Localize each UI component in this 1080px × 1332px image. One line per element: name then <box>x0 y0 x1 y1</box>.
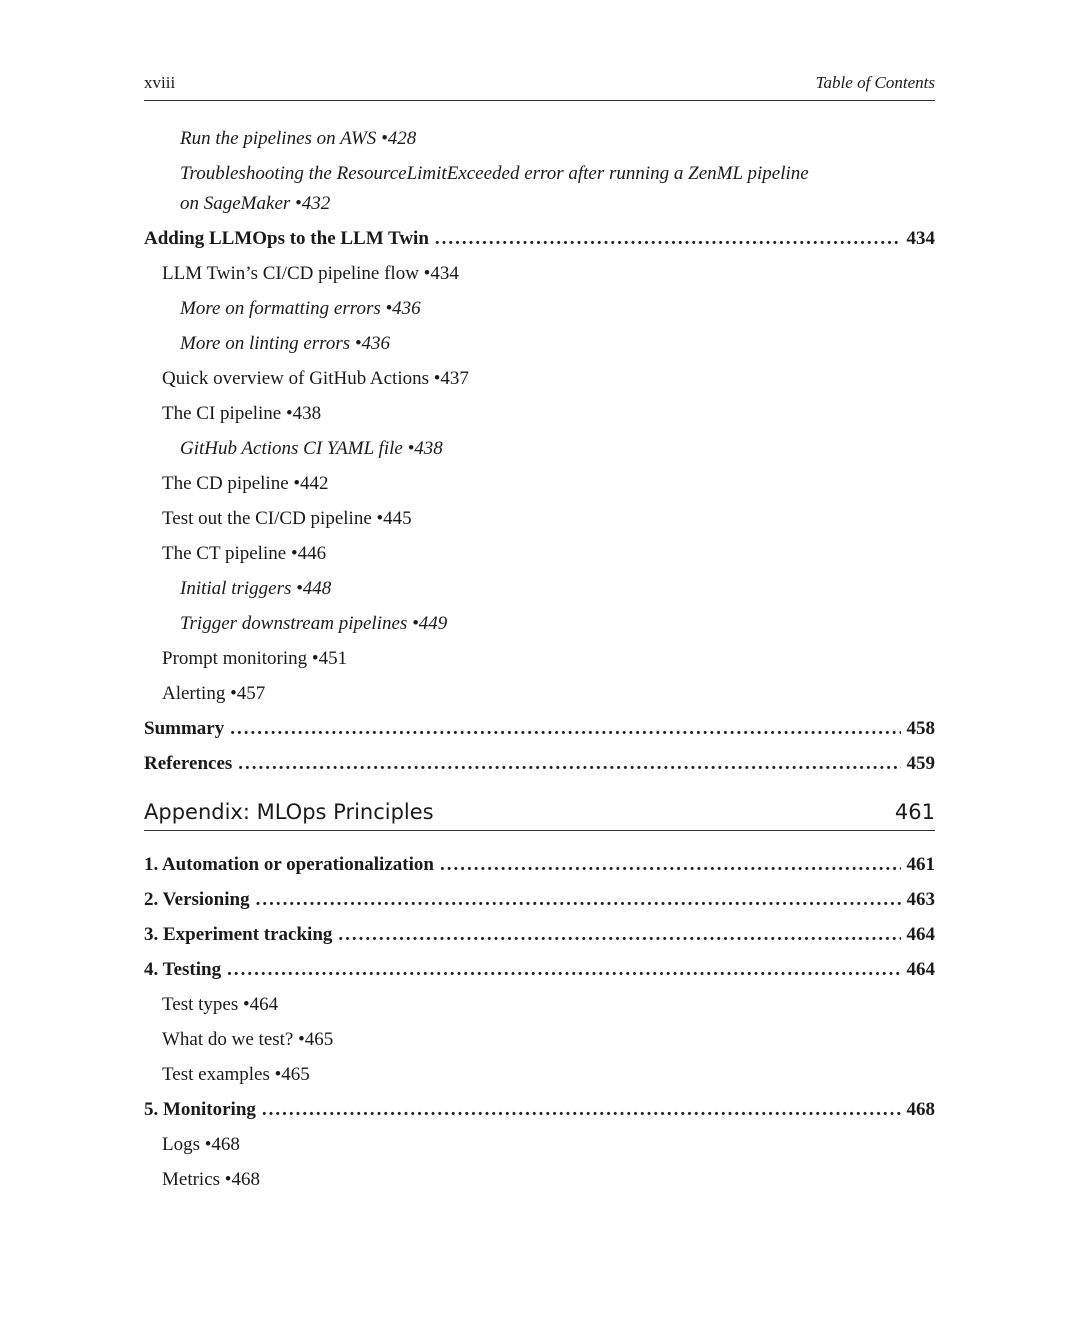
leader-dots <box>338 920 900 950</box>
toc-entry-initial-triggers[interactable]: Initial triggers • 448 <box>180 574 971 604</box>
toc-entry-summary[interactable]: Summary ..... 458 <box>144 714 935 744</box>
toc-entry-prompt-monitoring[interactable]: Prompt monitoring • 451 <box>162 644 953 674</box>
toc-entry-test-cicd[interactable]: Test out the CI/CD pipeline • 445 <box>162 504 953 534</box>
toc-entry-troubleshooting[interactable]: Troubleshooting the ResourceLimitExceeded error after running a ZenML pipeline on SageMaker • 432 <box>180 159 880 219</box>
toc-entry-ci-pipeline[interactable]: The CI pipeline • 438 <box>162 399 953 429</box>
toc-entry-metrics[interactable]: Metrics • 468 <box>162 1165 953 1195</box>
leader-dots <box>435 224 901 254</box>
toc-entry-adding-llmops[interactable]: Adding LLMOps to the LLM Twin ..... 434 <box>144 224 935 254</box>
toc-entry-versioning[interactable]: 2. Versioning ..... 463 <box>144 885 935 915</box>
toc-entry-references[interactable]: References ..... 459 <box>144 749 935 779</box>
toc-entry-formatting-errors[interactable]: More on formatting errors • 436 <box>180 294 971 324</box>
leader-dots <box>440 850 901 880</box>
toc-entry-aws-run[interactable]: Run the pipelines on AWS • 428 <box>180 124 971 154</box>
appendix-heading[interactable] <box>144 796 935 831</box>
appendix-title: Appendix: MLOps Principles <box>144 800 434 824</box>
toc-entry-test-examples[interactable]: Test examples • 465 <box>162 1060 953 1090</box>
toc-entry-cicd-flow[interactable]: LLM Twin’s CI/CD pipeline flow • 434 <box>162 259 953 289</box>
toc-entry-logs[interactable]: Logs • 468 <box>162 1130 953 1160</box>
toc-entry-monitoring[interactable]: 5. Monitoring ..... 468 <box>144 1095 935 1125</box>
toc-entry-alerting[interactable]: Alerting • 457 <box>162 679 953 709</box>
toc-entry-testing[interactable]: 4. Testing ..... 464 <box>144 955 935 985</box>
leader-dots <box>256 885 901 915</box>
running-title: Table of Contents <box>815 73 935 92</box>
toc-entry-cd-pipeline[interactable]: The CD pipeline • 442 <box>162 469 953 499</box>
toc-entry-experiment-tracking[interactable]: 3. Experiment tracking ..... 464 <box>144 920 935 950</box>
leader-dots <box>227 955 900 985</box>
leader-dots <box>262 1095 901 1125</box>
toc-entry-automation[interactable]: 1. Automation or operationalization ..... 461 <box>144 850 935 880</box>
toc-entry-trigger-downstream[interactable]: Trigger downstream pipelines • 449 <box>180 609 971 639</box>
toc-entry-test-types[interactable]: Test types • 464 <box>162 990 953 1020</box>
leader-dots <box>238 749 900 779</box>
leader-dots <box>230 714 900 744</box>
toc-entry-ci-yaml[interactable]: GitHub Actions CI YAML file • 438 <box>180 434 971 464</box>
toc-entry-gh-actions[interactable]: Quick overview of GitHub Actions • 437 <box>162 364 953 394</box>
page-number: xviii <box>144 73 176 92</box>
toc-entry-ct-pipeline[interactable]: The CT pipeline • 446 <box>162 539 953 569</box>
appendix-page: 461 <box>894 800 935 824</box>
toc-entry-linting-errors[interactable]: More on linting errors • 436 <box>180 329 971 359</box>
toc-entry-what-test[interactable]: What do we test? • 465 <box>162 1025 953 1055</box>
